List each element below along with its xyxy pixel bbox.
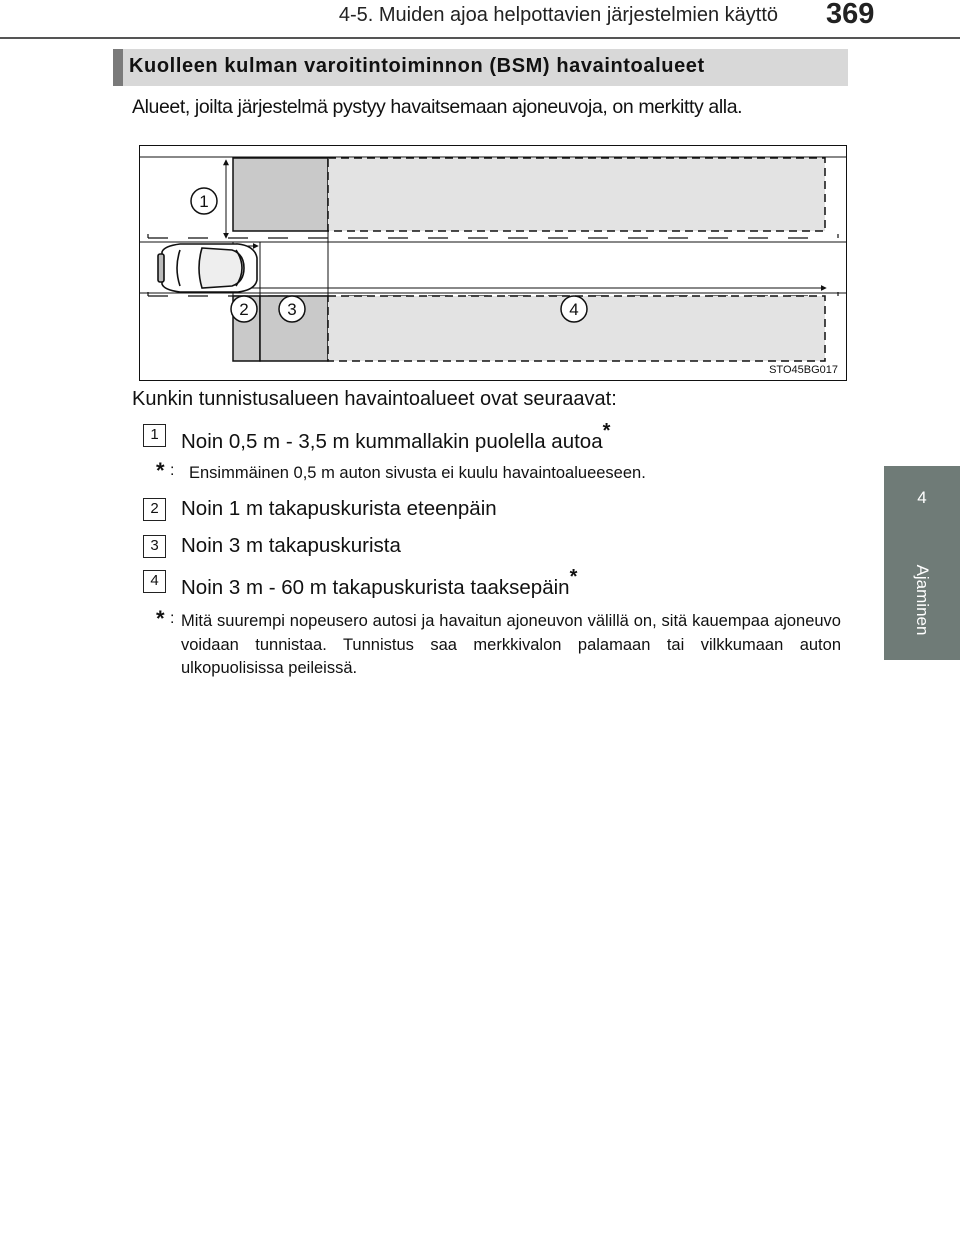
item-text (181, 420, 611, 454)
section-title: Kuolleen kulman varoitintoiminnon (BSM) havaintoalueet (129, 55, 705, 77)
svg-text:1: 1 (199, 192, 209, 211)
footnote-mark: * (156, 458, 165, 483)
item-badge: 2 (143, 498, 166, 521)
footnote-colon: : (170, 462, 175, 479)
callout-3 (279, 296, 305, 322)
running-header-title: 4-5. Muiden ajoa helpottavien järjestelmien käyttö (338, 4, 778, 26)
asterisk: * (602, 420, 611, 442)
figure-id: STO45BG017 (769, 364, 838, 376)
item-badge: 4 (143, 570, 166, 593)
item-text-label: Noin 0,5 m - 3,5 m kummallakin puolella autoa (181, 429, 603, 453)
diagram-svg (140, 146, 848, 382)
car-top-view (158, 244, 257, 292)
svg-text:4: 4 (569, 300, 579, 319)
callout-1 (191, 188, 217, 214)
section-intro: Alueet, joilta järjestelmä pystyy havaitsemaan ajoneuvoja, on merkitty alla. (132, 96, 743, 118)
item-badge: 1 (143, 424, 166, 447)
chapter-title-wrap (884, 545, 960, 655)
asterisk: * (569, 566, 578, 588)
item-badge: 3 (143, 535, 166, 558)
zone-1-upper-far (328, 158, 825, 231)
callout-2 (231, 296, 257, 322)
item-text: Noin 3 m takapuskurista (181, 534, 401, 557)
page-number: 369 (826, 0, 875, 30)
item-text-label: Noin 3 m - 60 m takapuskurista taaksepäin (181, 575, 570, 599)
header-rule (0, 37, 960, 39)
chapter-number: 4 (917, 488, 927, 507)
item-text: Noin 1 m takapuskurista eteenpäin (181, 497, 497, 520)
section-heading (113, 49, 848, 86)
zone-1-upper-near (233, 158, 328, 231)
chapter-title: Ajaminen (913, 564, 932, 636)
list-lead: Kunkin tunnistusalueen havaintoalueet ovat seuraavat: (132, 388, 617, 410)
svg-text:2: 2 (239, 300, 249, 319)
item-text (181, 566, 578, 600)
svg-text:3: 3 (287, 300, 297, 319)
heading-accent (113, 49, 123, 86)
footnote-text: Mitä suurempi nopeusero autosi ja havaitun ajoneuvon välillä on, sitä kauempaa ajoneuvo voidaan tunnistaa. Tunnistus saa merkkivalon palamaan tai vilkkumaan auton ulkopuolisissa peileissä. (181, 612, 841, 677)
footnote-colon: : (170, 610, 175, 627)
callout-4 (561, 296, 587, 322)
footnote-text: Ensimmäinen 0,5 m auton sivusta ei kuulu havaintoalueeseen. (189, 464, 646, 482)
bsm-detection-diagram (139, 145, 847, 381)
footnote-mark: * (156, 606, 165, 631)
